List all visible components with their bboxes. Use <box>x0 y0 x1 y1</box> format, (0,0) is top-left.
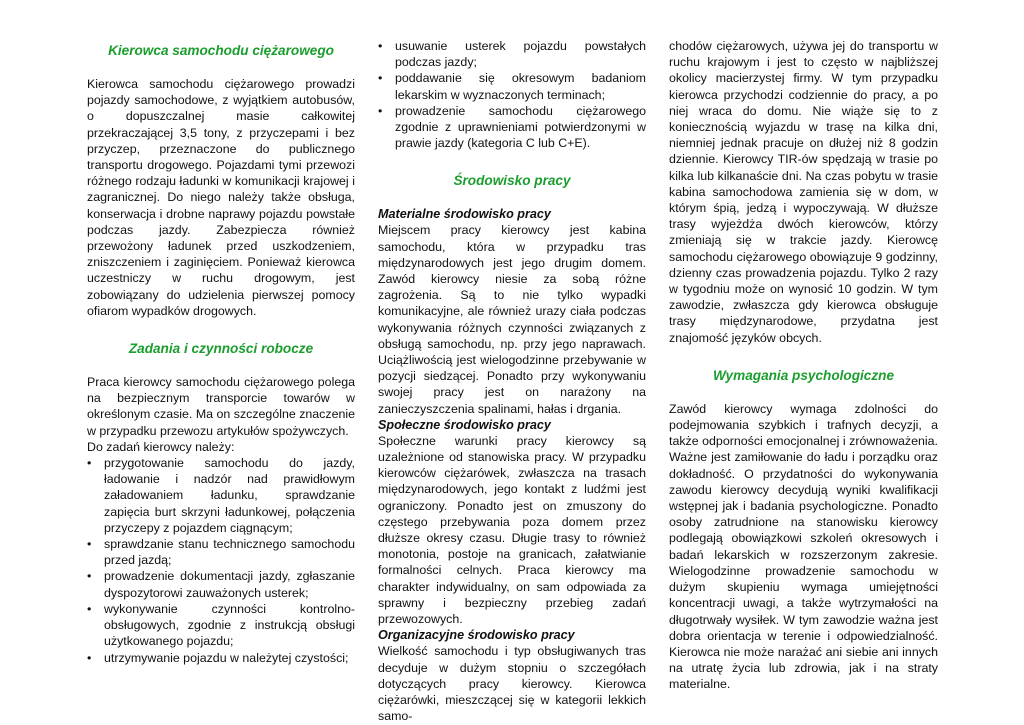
column-2 <box>378 38 646 724</box>
subheading-spoleczne: Społeczne środowisko pracy <box>378 417 551 432</box>
heading-wymagania: Wymagania psychologiczne <box>712 367 895 383</box>
psychological-paragraph: Zawód kierowcy wymaga zdolności do podejmowania szybkich i trafnych decyzji, a także odporności emocjonalnej i zrównoważenia. Ważne jest zamiłowanie do ładu i porządku oraz dokładność. O przydatności do wykonywania zawodu kierowcy decydują wyniki kwalifikacji wstępnej jak i badania psychologiczne. Ponadto osoby zatrudnione na stanowisku kierowcy podlegają obowiązkowi szkoleń okresowych i badań lekarskich w rozszerzonym zakresie. Wielogodzinne prowadzenie samochodu w dużym skupieniu wymaga umiejętności koncentracji uwagi, a także wytrzymałości na długotrwały wysiłek. W tym zawodzie ważna jest dobra orientacja w terenie i odpowiedzialność. Kierowca nie może narażać ani siebie ani innych na utratę życia lub zdrowia, jak i na straty materialne. <box>669 401 938 692</box>
list-item: • wykonywanie czynności kontrolno-obsługowych, zgodnie z instrukcją obsługi użytkowanego pojazdu; <box>87 601 355 650</box>
list-item: • usuwanie usterek pojazdu powstałych podczas jazdy; <box>378 38 646 70</box>
subheading-materialne: Materialne środowisko pracy <box>378 207 551 222</box>
column-1 <box>87 38 355 666</box>
tasks-list-1 <box>87 455 355 666</box>
tasks-paragraph: Praca kierowcy samochodu ciężarowego polega na bezpiecznym transporcie towarów w określonym czasie. Ma on szczególne znaczenie w przypadku przewozu artykułów spożywczych. <box>87 375 355 438</box>
column-3 <box>669 38 938 693</box>
intro-paragraph: Kierowca samochodu ciężarowego prowadzi pojazdy samochodowe, z wyjątkiem autobusów, o dopuszczalnej masie całkowitej przekraczającej 3,5 tony, z przyczepami i bez przyczep, przeznaczone do publicznego transportu drogowego. Pojazdami tymi przewozi różnego rodzaju ładunki w komunikacji krajowej i zagranicznej. Do niego należy także obsługa, konserwacja i drobne naprawy pojazdu powstałe podczas jazdy. Zabezpiecza również przewożony ładunek przed uszkodzeniem, zniszczeniem i zaginięciem. Ponieważ kierowca uczestniczy w ruchu drogowym, jest zobowiązany do udzielenia pierwszej pomocy ofiarom wypadków drogowych. <box>87 77 355 318</box>
heading-zadania: Zadania i czynności robocze <box>128 341 314 357</box>
material-paragraph: Miejscem pracy kierowcy jest kabina samochodu, która w przypadku tras międzynarodowych jest jego drugim domem. Zawód kierowcy niesie za sobą różne zagrożenia. Są to nie tylko wypadki komunikacyjne, ale również urazy ciała podczas wykonywania różnych czynności związanych z obsługą samochodu, np. przy jego naprawach. Uciążliwością jest wielogodzinne przebywanie w pozycji siedzącej. Ponadto przy wykonywaniu swojej pracy jest on narażony na zanieczyszczenia spalinami, hałas i drgania. <box>378 223 646 416</box>
social-paragraph: Społeczne warunki pracy kierowcy są uzależnione od stanowiska pracy. W przypadku kierowców ciężarówek, zwłaszcza na trasach międzynarodowych, jego kontakt z ludźmi jest ograniczony. Ponadto jest on zmuszony do częstego przebywania poza domem przez dłuższe okresy czasu. Długie trasy to również monotonia, postoje na granicach, załatwianie formalności celnych. Praca kierowcy ma charakter indywidualny, on sam odpowiada za sprawny i bezpieczny przebieg zadań przewozowych. <box>378 433 646 627</box>
organizational-paragraph: Wielkość samochodu i typ obsługiwanych tras decyduje w dużym stopniu o szczegółach dotyczących pracy kierowcy. Kierowca ciężarówki, mieszczącej się w kategorii lekkich samo- <box>378 644 646 724</box>
organizational-continued-paragraph: chodów ciężarowych, używa jej do transportu w ruchu krajowym i jest to często w najbliższej okolicy macierzystej firmy. W tym przypadku kierowca przychodzi codziennie do pracy, a po niej wraca do domu. Nie wiąże się to z koniecznością wyjazdu w trasę na kilka dni, niemniej jednak pracuje on dłużej niż 8 godzin dziennie. Kierowcy TIR-ów spędzają w trasie po kilka lub kilkanaście dni. Na czas pobytu w trasie kabina samochodowa zamienia się w dom, w którym śpią, jedzą i wypoczywają. W dłuższe trasy wyjeżdża dwóch kierowców, którzy zmieniają się w trakcie jazdy. Kierowcę samochodu ciężarowego obowiązuje 9 godzinny, dzienny czas prowadzenia pojazdu. Tylko 2 razy w tygodniu może on wynosić 10 godzin. W tym zawodzie, zwłaszcza gdy kierowca obsługuje trasy międzynarodowe, przydatna jest znajomość języków obcych. <box>669 39 938 345</box>
list-item: • sprawdzanie stanu technicznego samochodu przed jazdą; <box>87 536 355 568</box>
subheading-organizacyjne: Organizacyjne środowisko pracy <box>378 628 575 643</box>
heading-kierowca: Kierowca samochodu ciężarowego <box>108 43 334 58</box>
list-item: • poddawanie się okresowym badaniom lekarskim w wyznaczonych terminach; <box>378 70 646 102</box>
list-item: • prowadzenie samochodu ciężarowego zgodnie z uprawnieniami potwierdzonymi w prawie jazdy (kategoria C lub C+E). <box>378 103 646 152</box>
tasks-list-2 <box>378 38 646 151</box>
heading-srodowisko: Środowisko pracy <box>453 173 571 189</box>
list-item: • utrzymywanie pojazdu w należytej czystości; <box>87 650 355 666</box>
list-item: • prowadzenie dokumentacji jazdy, zgłaszanie dyspozytorowi zauważonych usterek; <box>87 568 355 600</box>
tasks-lead: Do zadań kierowcy należy: <box>87 439 235 454</box>
list-item: • przygotowanie samochodu do jazdy, ładowanie i nadzór nad prawidłowym załadowaniem ładunku, sprawdzanie zapięcia burt skrzyni ładunkowej, połączenia przyczepy z pojazdem ciągnącym; <box>87 455 355 536</box>
